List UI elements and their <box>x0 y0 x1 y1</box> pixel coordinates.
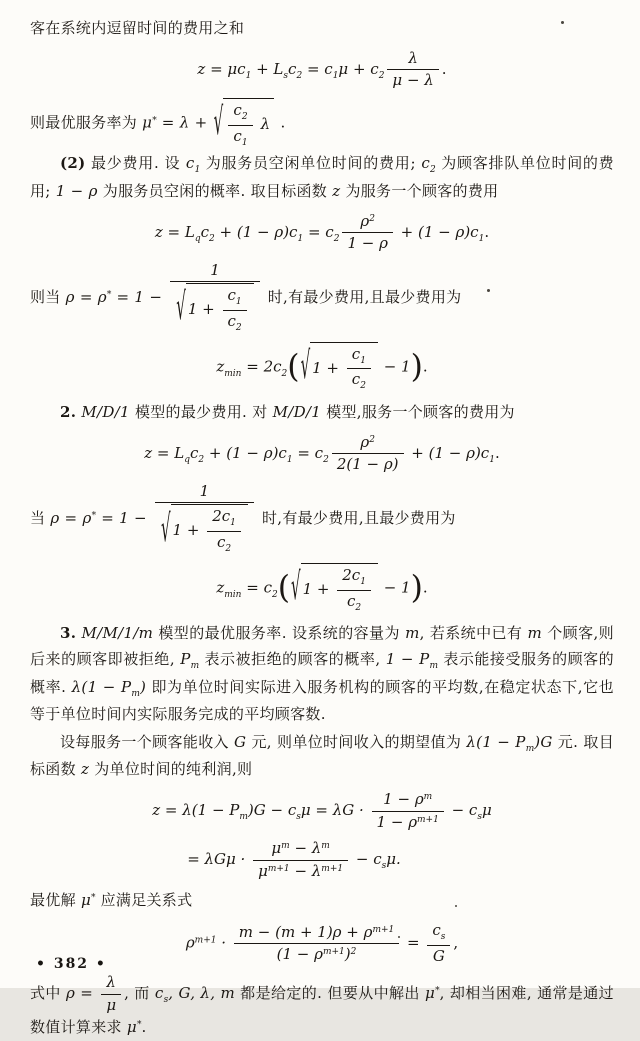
math-text: = c <box>302 59 333 78</box>
math-text: ρ = ρ <box>50 508 92 527</box>
fraction <box>223 286 247 334</box>
text-run: 时,有最少费用,且最少费用为 <box>262 287 462 306</box>
math-text: 1 + <box>172 521 205 540</box>
math-text: z = L <box>144 443 185 462</box>
square-root <box>291 563 378 614</box>
formula-block <box>30 790 614 832</box>
math-text: − 1 <box>378 357 411 376</box>
fraction-numerator <box>223 286 247 311</box>
subscript: 2 <box>198 454 205 465</box>
math-text: λ <box>106 973 116 992</box>
math-text: · <box>216 933 231 952</box>
superscript: 2 <box>369 213 375 224</box>
formula-block <box>30 433 614 475</box>
text-run: 则最优服务率为 <box>30 113 143 132</box>
text-run: 为单位时间的纯利润,则 <box>89 760 253 779</box>
math-text: z <box>332 181 341 200</box>
fraction-numerator <box>170 261 259 283</box>
math-text: 1 − ρ <box>347 234 388 253</box>
subscript: m <box>239 812 248 823</box>
math-text: μ <box>271 839 282 858</box>
fraction <box>207 507 241 555</box>
text-run: 表示被拒绝的顾客的概率, <box>199 650 386 669</box>
fraction-numerator <box>228 101 252 126</box>
math-text: )G − c <box>247 801 297 820</box>
fraction <box>228 101 252 149</box>
radical-icon: √ <box>176 284 186 330</box>
subscript: s <box>296 812 301 823</box>
math-text: μ − λ <box>392 71 434 90</box>
text-run: 为服务员空闲单位时间的费用; <box>200 154 422 173</box>
math-text: + (1 − ρ)c <box>214 222 298 241</box>
formula-block <box>2 839 586 881</box>
fraction <box>170 261 259 335</box>
radicand <box>223 98 274 149</box>
fraction <box>347 345 371 393</box>
bold-text: (2) <box>60 154 86 173</box>
text-run: 都是给定的. 但要从中解出 <box>235 984 426 1003</box>
subscript: 2 <box>323 454 329 465</box>
subscript: 1 <box>360 355 366 366</box>
text-run: , <box>453 933 459 952</box>
subscript: 2 <box>281 368 288 379</box>
math-text: = <box>402 933 425 952</box>
math-text: c <box>233 126 242 145</box>
subscript: s <box>283 70 289 81</box>
subscript: 2 <box>430 165 436 176</box>
fraction <box>101 973 121 1015</box>
subscript: 2 <box>355 602 362 613</box>
big-paren: ( <box>277 569 291 606</box>
subscript: min <box>224 589 242 600</box>
text-run: 应满足关系式 <box>95 891 193 910</box>
math-text: = 1 − <box>111 287 168 306</box>
fraction-numerator <box>234 923 399 945</box>
paragraph <box>30 151 614 204</box>
math-text: − c <box>351 850 382 869</box>
subscript: m <box>525 743 535 754</box>
radical-icon: √ <box>213 98 224 144</box>
superscript: m <box>423 792 433 803</box>
math-text: c <box>227 311 236 330</box>
fraction-numerator <box>342 212 392 234</box>
fraction-denominator <box>223 311 247 335</box>
fraction <box>234 923 399 965</box>
fraction-numerator <box>207 507 241 532</box>
math-text: + (1 − ρ)c <box>406 443 490 462</box>
math-text: + (1 − ρ)c <box>204 443 287 462</box>
fraction <box>387 49 438 91</box>
text-run: , 而 <box>124 984 155 1003</box>
fraction-denominator <box>342 233 392 254</box>
math-text: z <box>80 760 90 779</box>
math-text: z <box>216 578 225 597</box>
fraction-denominator <box>427 946 450 967</box>
subscript: 2 <box>225 544 232 555</box>
math-text: λ(1 − P <box>71 677 132 696</box>
math-text: z = L <box>154 222 195 241</box>
fraction-denominator <box>253 861 348 882</box>
math-text: = λGμ · <box>187 850 251 869</box>
text-run: 元, 则单位时间收入的期望值为 <box>246 732 467 751</box>
fraction <box>155 482 254 556</box>
math-text: μ = λG · <box>300 801 369 820</box>
subscript: s <box>477 812 482 823</box>
math-text: 1 + <box>187 300 220 319</box>
math-text: λ(1 − P <box>466 732 526 751</box>
fraction-denominator <box>228 126 252 150</box>
text-run: 设每服务一个顾客能收入 <box>60 732 235 751</box>
text-run: . <box>275 113 286 132</box>
superscript: m+1 <box>194 935 217 946</box>
math-text: z <box>216 357 225 376</box>
fraction-denominator <box>347 369 371 393</box>
math-text: 1 + <box>312 358 344 377</box>
text-run: 客在系统内逗留时间的费用之和 <box>30 19 245 37</box>
math-text: G <box>234 732 247 751</box>
text-run: . <box>494 443 500 462</box>
paragraph <box>30 261 614 335</box>
math-text: − 1 <box>378 578 411 597</box>
math-text: − λ <box>289 839 322 858</box>
math-text: − c <box>446 801 478 820</box>
math-text: m <box>405 624 420 643</box>
paragraph <box>30 888 614 914</box>
math-text: μ. <box>386 850 401 869</box>
text-run: 最少费用. 设 <box>85 154 186 173</box>
superscript: * <box>152 115 157 126</box>
fraction <box>332 433 404 475</box>
math-text: ρ <box>360 211 370 230</box>
formula-block <box>30 49 614 91</box>
text-run: 模型的最优服务率. 设系统的容量为 <box>153 624 406 643</box>
paragraph <box>30 730 614 783</box>
math-text: ρ <box>185 933 195 952</box>
formula-block <box>30 342 614 393</box>
math-text: = 2c <box>241 357 282 376</box>
math-text: G <box>432 946 445 965</box>
square-root <box>214 98 275 149</box>
math-text: ρ = ρ <box>65 287 107 306</box>
radical-icon: √ <box>160 505 171 551</box>
formula-block <box>30 212 614 254</box>
text-run: , 却相当困难, 通常是通过数值计算来求 <box>30 984 614 1037</box>
math-text: m − (m + 1)ρ + ρ <box>238 922 373 941</box>
fraction-denominator <box>207 532 241 556</box>
subscript: 2 <box>271 589 278 600</box>
fraction-numerator <box>387 49 438 71</box>
square-root <box>161 504 248 555</box>
subscript: 1 <box>194 165 201 176</box>
subscript: 2 <box>209 233 215 244</box>
fraction-denominator <box>155 503 254 555</box>
big-paren: ) <box>410 348 423 385</box>
formula-block <box>30 921 614 966</box>
math-text: P <box>180 650 191 669</box>
subscript: s <box>163 995 169 1006</box>
paragraph <box>30 482 614 556</box>
math-text: μ <box>126 1018 137 1037</box>
fraction <box>427 921 450 966</box>
math-text: λ <box>408 48 418 67</box>
math-text: z = λ(1 − P <box>152 801 240 820</box>
superscript: * <box>435 986 440 997</box>
radicand <box>310 342 378 393</box>
subscript: 1 <box>245 70 252 81</box>
math-text: ρ = <box>65 984 99 1003</box>
math-text: μ <box>258 861 268 880</box>
math-text: z = μc <box>197 59 246 78</box>
subscript: 2 <box>241 111 248 122</box>
text-run: 为服务员空闲的概率. 取目标函数 <box>97 181 333 200</box>
superscript: m+1 <box>321 863 344 874</box>
math-text: M/M/1/m <box>81 624 154 643</box>
radicand <box>171 504 248 555</box>
math-text: 1 − P <box>385 650 430 669</box>
subscript: 1 <box>230 518 236 529</box>
fraction-numerator <box>253 839 348 861</box>
math-text: c <box>190 443 199 462</box>
math-text: = 1 − <box>96 508 152 527</box>
math-text: c <box>347 591 356 610</box>
fraction-denominator <box>337 591 371 615</box>
math-text: c <box>216 533 226 552</box>
math-text: = λ + <box>156 113 213 132</box>
page-number: • 382 • <box>36 956 107 972</box>
fraction-numerator <box>337 566 371 591</box>
fraction-numerator <box>155 482 254 504</box>
math-text: , G, λ, m <box>168 984 235 1003</box>
text-run: 为顾客排队单位时间的费用; <box>30 154 614 200</box>
paragraph <box>30 400 614 426</box>
math-text: μ <box>106 995 117 1014</box>
paragraph <box>30 16 614 42</box>
subscript: m <box>131 688 140 699</box>
math-text: c <box>233 100 242 119</box>
text-run: 最优解 <box>30 891 81 910</box>
text-run: . <box>141 1018 147 1037</box>
math-text: μ <box>142 113 153 132</box>
text-run: 模型,服务一个顾客的费用为 <box>321 403 515 422</box>
text-run: 当 <box>30 508 51 527</box>
subscript: min <box>224 368 242 379</box>
math-text: ) <box>344 945 351 964</box>
fraction-denominator <box>170 282 259 334</box>
math-text: c <box>185 154 195 173</box>
superscript: * <box>136 1020 142 1031</box>
superscript: 2 <box>369 434 375 445</box>
text-run: 时,有最少费用,且最少费用为 <box>256 508 456 527</box>
fraction-denominator <box>332 454 404 475</box>
text-run: 式中 <box>30 984 66 1003</box>
text-run: . <box>422 578 428 597</box>
text-run: 为服务一个顾客的费用 <box>340 181 499 200</box>
square-root <box>176 283 253 334</box>
math-text: μ + c <box>338 59 379 78</box>
math-text: )G <box>534 732 553 751</box>
subscript: 1 <box>360 576 366 587</box>
subscript: 1 <box>478 233 485 244</box>
math-text: μ <box>80 891 92 910</box>
square-root <box>301 342 378 393</box>
math-text: c <box>432 920 441 939</box>
math-text: m <box>527 624 543 643</box>
math-text: c <box>351 344 361 363</box>
subscript: 1 <box>297 233 304 244</box>
math-text: 2c <box>212 507 231 526</box>
radicand <box>301 563 378 614</box>
math-text: M/D/1 <box>81 403 130 422</box>
subscript: 2 <box>333 233 340 244</box>
superscript: m+1 <box>372 924 395 935</box>
bold-text: 3. <box>60 624 77 643</box>
math-text: c <box>154 984 164 1003</box>
page-content <box>30 16 614 1041</box>
subscript: s <box>381 861 387 872</box>
math-text: ρ <box>360 432 370 451</box>
subscript: q <box>194 233 201 244</box>
subscript: 1 <box>332 70 339 81</box>
fraction-denominator <box>101 995 121 1016</box>
bold-text: 2. <box>60 403 77 422</box>
math-text: (1 − ρ <box>276 945 323 964</box>
radical-icon: √ <box>291 563 301 609</box>
math-text: λ <box>255 115 271 134</box>
scan-speck <box>455 905 457 907</box>
subscript: 2 <box>296 70 303 81</box>
fraction-numerator <box>332 433 404 455</box>
text-run: 即为单位时间实际进入服务机构的顾客的平均数,在稳定状态下,它也等于单位时间内实际服务完成的平均顾客数. <box>30 677 614 724</box>
math-text: 1 <box>210 260 220 279</box>
fraction-numerator <box>427 921 450 946</box>
scan-speck <box>487 289 490 292</box>
math-text: M/D/1 <box>272 403 322 422</box>
radicand <box>186 283 254 334</box>
math-text: 1 <box>199 481 210 500</box>
fraction-denominator <box>372 812 444 833</box>
paragraph <box>30 98 614 149</box>
scan-speck <box>561 21 564 24</box>
math-text: = c <box>241 578 272 597</box>
radical-icon: √ <box>300 342 311 388</box>
text-run: . <box>484 222 490 241</box>
math-text: 1 − ρ <box>383 790 424 809</box>
fraction-denominator <box>234 944 399 965</box>
math-text: − λ <box>289 861 322 880</box>
paragraph <box>30 973 614 1041</box>
math-text: 2c <box>342 565 361 584</box>
scan-speck <box>398 936 400 938</box>
superscript: m+1 <box>417 814 439 825</box>
math-text: μ <box>481 801 492 820</box>
math-text: c <box>421 154 431 173</box>
subscript: m <box>190 661 200 672</box>
subscript: s <box>440 932 446 943</box>
subscript: 1 <box>286 454 293 465</box>
text-run: . <box>441 59 447 78</box>
math-text: 1 + <box>302 580 335 599</box>
superscript: * <box>91 893 96 904</box>
subscript: 1 <box>241 137 248 148</box>
superscript: m <box>281 841 290 852</box>
superscript: * <box>106 289 112 300</box>
text-run: . <box>422 357 428 376</box>
superscript: m <box>321 841 330 852</box>
math-text: ) <box>139 677 147 696</box>
math-text: μ <box>425 984 436 1003</box>
text-run: 模型的最少费用. 对 <box>129 403 273 422</box>
big-paren: ( <box>287 348 300 385</box>
math-text: 2(1 − ρ) <box>336 455 399 474</box>
math-text: = c <box>303 222 334 241</box>
text-run: 则当 <box>30 287 66 306</box>
formula-block <box>30 563 614 614</box>
math-text: 1 − ρ <box>376 812 418 831</box>
subscript: 2 <box>378 70 385 81</box>
fraction <box>253 839 348 881</box>
fraction <box>342 212 392 254</box>
math-text: + L <box>251 59 284 78</box>
math-text: c <box>351 370 361 389</box>
big-paren: ) <box>410 569 423 606</box>
text-run: 个顾客,则后来的顾客即被拒绝, <box>30 624 614 669</box>
fraction-numerator <box>347 345 371 370</box>
text-run: 表示能接受服务的顾客的概率. <box>30 650 614 696</box>
math-text: = c <box>292 443 324 462</box>
subscript: 1 <box>489 454 495 465</box>
paragraph <box>30 621 614 728</box>
math-text: c <box>227 286 236 305</box>
subscript: 2 <box>235 322 242 333</box>
math-text: c <box>200 222 210 241</box>
subscript: 1 <box>235 297 242 308</box>
fraction-numerator <box>101 973 121 995</box>
math-text: 1 − ρ <box>55 181 98 200</box>
subscript: 2 <box>360 381 366 392</box>
superscript: m+1 <box>267 863 290 874</box>
text-run: 元. 取目标函数 <box>30 732 614 779</box>
text-run: , 若系统中已有 <box>419 624 528 643</box>
fraction <box>372 790 444 832</box>
superscript: m+1 <box>322 947 345 958</box>
superscript: * <box>91 510 97 521</box>
subscript: m <box>429 661 439 672</box>
fraction-numerator <box>372 790 444 812</box>
superscript: 2 <box>350 947 357 958</box>
fraction-denominator <box>387 70 438 91</box>
subscript: q <box>184 454 190 465</box>
math-text: c <box>288 59 297 78</box>
fraction <box>337 566 371 614</box>
math-text: + (1 − ρ)c <box>395 222 479 241</box>
